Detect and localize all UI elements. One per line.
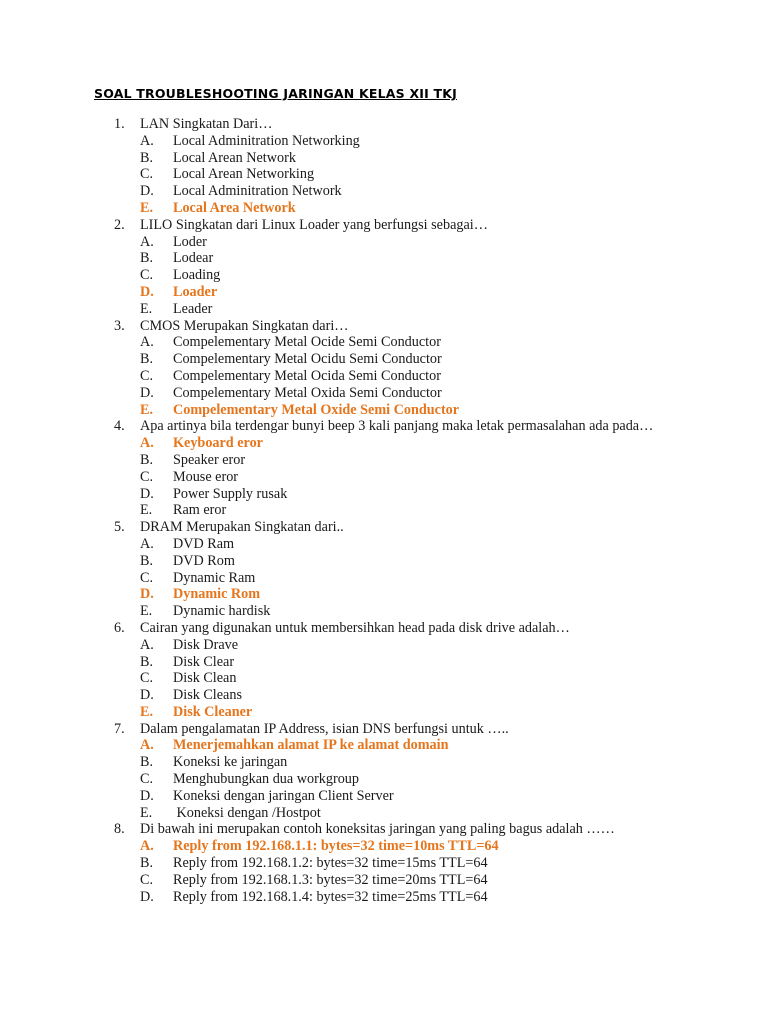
question-text: LILO Singkatan dari Linux Loader yang berfungsi sebagai… [140,216,488,233]
question-number: 5. [114,519,125,536]
option-letter: D. [140,586,154,603]
question-number: 6. [114,619,125,636]
question-text: LAN Singkatan Dari… [140,116,273,132]
question-number: 7. [114,720,125,737]
option-text: Reply from 192.168.1.3: bytes=32 time=20ms TTL=64 [173,871,488,888]
question-stem [0,519,768,536]
option-letter: A. [140,737,154,754]
option-text: Reply from 192.168.1.1: bytes=32 time=10ms TTL=64 [173,838,499,855]
option-letter: D. [140,787,154,804]
option-letter: D. [140,384,154,401]
option-text: Disk Cleans [173,687,242,704]
question-item [0,620,768,721]
option-text: Power Supply rusak [173,485,288,502]
option-text: Koneksi ke jaringan [173,754,288,771]
option-text: Dynamic hardisk [173,603,271,620]
answer-option-correct [0,402,768,419]
option-text: Compelementary Metal Oxide Semi Conductor [173,401,460,418]
option-letter: C. [140,670,154,687]
option-letter: A. [140,636,154,653]
question-stem [0,116,768,133]
answer-option [0,183,768,200]
option-text: Loader [173,283,218,300]
option-letter: D. [140,888,154,905]
question-stem [0,418,768,435]
option-text: Dynamic Rom [173,586,261,603]
option-letter: B. [140,855,154,872]
question-number: 1. [114,116,125,132]
option-letter: D. [140,485,154,502]
answer-option [0,536,768,553]
option-letter: B. [140,653,154,670]
answer-option [0,452,768,469]
option-letter: A. [140,535,154,552]
answer-option-correct [0,435,768,452]
answer-option [0,889,768,906]
option-letter: E. [140,804,153,821]
option-text: Lodear [173,250,214,267]
option-letter: C. [140,367,154,384]
option-text: Disk Clean [173,670,237,687]
option-text: Local Adminitration Network [173,183,342,200]
option-letter: C. [140,166,154,183]
option-text: Local Arean Networking [173,166,315,183]
option-text: Local Arean Network [173,149,296,166]
answer-option [0,267,768,284]
question-item [0,821,768,905]
question-item [0,217,768,318]
option-text: Mouse eror [173,468,239,485]
question-stem [0,217,768,234]
question-text: Di bawah ini merupakan contoh koneksitas jaringan yang paling bagus adalah …… [140,821,615,838]
option-text: Speaker eror [173,451,246,468]
option-text: Dynamic Ram [173,569,256,586]
question-number: 2. [114,216,125,233]
option-text: DVD Rom [173,552,235,569]
option-text: Menghubungkan dua workgroup [173,771,359,788]
option-text: Koneksi dengan jaringan Client Server [173,787,394,804]
answer-option-correct [0,704,768,721]
option-text: Disk Drave [173,636,239,653]
question-text: CMOS Merupakan Singkatan dari… [140,317,349,334]
answer-option [0,788,768,805]
option-letter: C. [140,871,154,888]
question-item [0,519,768,620]
option-letter: C. [140,771,154,788]
option-letter: A. [140,838,154,855]
answer-option-correct [0,737,768,754]
answer-option [0,150,768,167]
option-letter: D. [140,283,154,300]
question-text: Cairan yang digunakan untuk membersihkan head pada disk drive adalah… [140,619,570,636]
answer-option [0,570,768,587]
question-number: 3. [114,317,125,334]
option-text: Disk Cleaner [173,703,253,720]
option-text: Leader [173,300,213,317]
answer-option [0,486,768,503]
option-text: Reply from 192.168.1.4: bytes=32 time=25ms TTL=64 [173,888,488,905]
option-text: Compelementary Metal Ocide Semi Conductor [173,334,441,351]
option-text: Menerjemahkan alamat IP ke alamat domain [173,737,449,754]
question-list [0,116,768,905]
option-letter: E. [140,703,154,720]
question-item [0,318,768,419]
option-text: Local Area Network [173,199,296,216]
question-stem [0,821,768,838]
answer-option [0,469,768,486]
option-letter: E. [140,401,154,418]
option-text: Reply from 192.168.1.2: bytes=32 time=15ms TTL=64 [173,855,488,872]
question-number: 8. [114,821,125,838]
option-letter: A. [140,233,154,250]
answer-option [0,754,768,771]
answer-option [0,553,768,570]
option-text: Keyboard eror [173,435,263,452]
option-text: Compelementary Metal Ocida Semi Conductor [173,367,441,384]
answer-option [0,872,768,889]
answer-option [0,855,768,872]
question-text: Dalam pengalamatan IP Address, isian DNS berfungsi untuk ….. [140,720,509,737]
option-letter: D. [140,687,154,704]
option-text: Koneksi dengan /Hostpot [173,804,321,821]
question-item [0,418,768,519]
answer-option [0,637,768,654]
answer-option [0,670,768,687]
option-letter: E. [140,199,154,216]
option-letter: A. [140,435,154,452]
answer-option [0,234,768,251]
option-letter: C. [140,468,154,485]
option-letter: E. [140,603,153,620]
question-stem [0,318,768,335]
answer-option [0,368,768,385]
answer-option-correct [0,284,768,301]
answer-option [0,805,768,822]
question-number: 4. [114,418,125,435]
option-text: Ram eror [173,502,227,519]
option-text: Loading [173,267,221,284]
answer-option [0,385,768,402]
option-letter: A. [140,132,154,149]
answer-option [0,502,768,519]
answer-option [0,133,768,150]
option-text: Compelementary Metal Ocidu Semi Conductor [173,351,442,368]
answer-option-correct [0,586,768,603]
question-stem [0,721,768,738]
option-letter: C. [140,267,154,284]
answer-option [0,654,768,671]
answer-option [0,351,768,368]
option-text: DVD Ram [173,535,235,552]
option-letter: B. [140,351,154,368]
option-letter: E. [140,300,153,317]
option-letter: B. [140,754,154,771]
option-letter: B. [140,552,154,569]
option-text: Disk Clear [173,653,235,670]
option-letter: D. [140,183,154,200]
option-letter: B. [140,451,154,468]
answer-option [0,301,768,318]
document-title: SOAL TROUBLESHOOTING JARINGAN KELAS XII TKJ [94,86,457,101]
question-stem [0,620,768,637]
answer-option [0,687,768,704]
question-text: DRAM Merupakan Singkatan dari.. [140,519,344,536]
answer-option [0,334,768,351]
option-letter: B. [140,250,154,267]
option-letter: C. [140,569,154,586]
option-letter: E. [140,502,153,519]
question-item [0,116,768,217]
answer-option [0,603,768,620]
answer-option [0,250,768,267]
answer-option-correct [0,200,768,217]
option-text: Local Adminitration Networking [173,132,360,149]
option-letter: B. [140,149,154,166]
option-text: Compelementary Metal Oxida Semi Conductor [173,384,442,401]
option-letter: A. [140,334,154,351]
answer-option [0,166,768,183]
answer-option-correct [0,838,768,855]
option-text: Loder [173,233,207,250]
answer-option [0,771,768,788]
question-item [0,721,768,822]
question-text: Apa artinya bila terdengar bunyi beep 3 kali panjang maka letak permasalahan ada pada… [140,418,654,435]
